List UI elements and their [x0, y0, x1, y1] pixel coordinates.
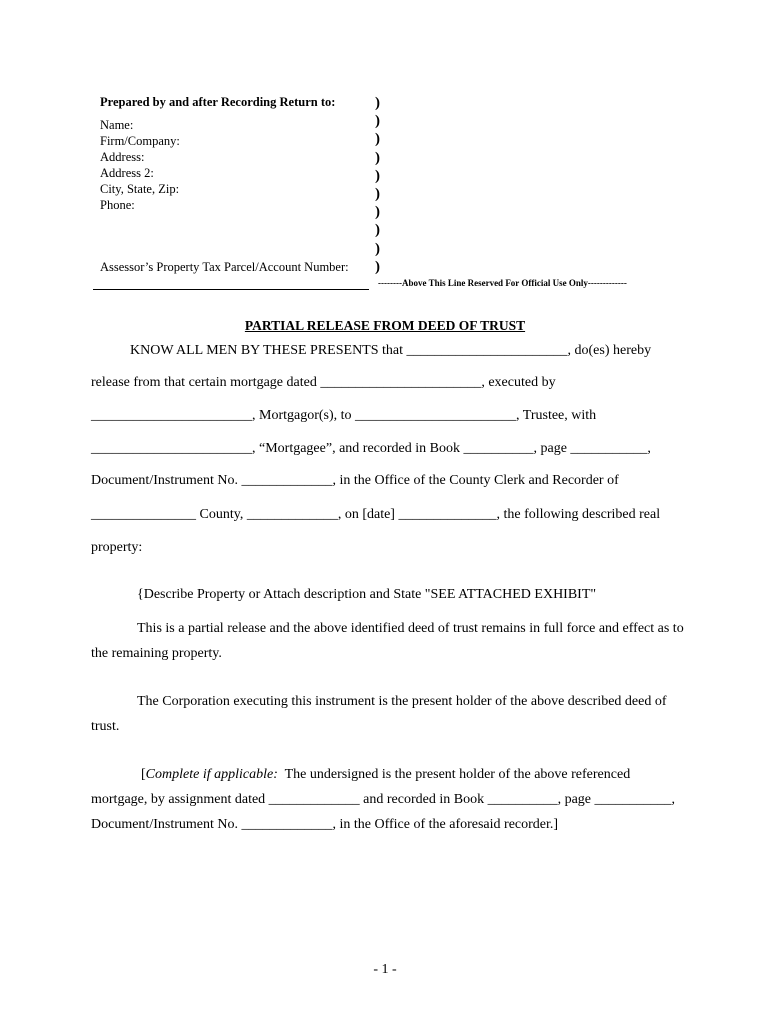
body-line-4: _______________________, “Mortgagee”, and recorded in Book __________, page ___________, — [91, 441, 651, 456]
open-bracket: [ — [141, 767, 146, 782]
name-field: Name: — [100, 118, 134, 132]
partial-release-line-1: This is a partial release and the above identified deed of trust remains in full force and effect as to — [137, 621, 684, 636]
body-line-5: Document/Instrument No. _____________, in the Office of the County Clerk and Recorder of — [91, 473, 619, 488]
phone-field: Phone: — [100, 198, 135, 212]
body-line-6: _______________ County, _____________, on [date] ______________, the following described real — [91, 507, 661, 522]
firm-company-field: Firm/Company: — [100, 134, 180, 148]
complete-if-applicable-line-3: Document/Instrument No. _____________, in the Office of the aforesaid recorder.] — [91, 817, 559, 832]
page-number: - 1 - — [373, 962, 397, 977]
body-line-7: property: — [91, 540, 143, 555]
address-field: Address: — [100, 150, 145, 164]
corporation-line-2: trust. — [91, 719, 120, 734]
official-use-notice: --------Above This Line Reserved For Official Use Only------------- — [378, 278, 627, 288]
partial-release-line-2: the remaining property. — [91, 646, 222, 661]
city-state-zip-field: City, State, Zip: — [100, 182, 180, 196]
describe-property-instruction: {Describe Property or Attach description and State "SEE ATTACHED EXHIBIT" — [137, 587, 597, 602]
complete-if-applicable-line-1 — [141, 767, 630, 783]
corporation-line-1: The Corporation executing this instrument is the present holder of the above described deed of — [137, 694, 667, 709]
body-line-1: KNOW ALL MEN BY THESE PRESENTS that _______________________, do(es) hereby — [130, 343, 652, 358]
complete-if-applicable-label: Complete if applicable: — [145, 767, 278, 782]
body-line-3: _______________________, Mortgagor(s), to _______________________, Trustee, with — [91, 408, 597, 423]
return-to-label: Prepared by and after Recording Return to: — [100, 95, 336, 109]
body-line-2: release from that certain mortgage dated _______________________, executed by — [91, 375, 556, 390]
complete-if-applicable-text: The undersigned is the present holder of the above referenced — [277, 767, 631, 782]
complete-if-applicable-line-2: mortgage, by assignment dated _____________ and recorded in Book __________, page ___________, — [91, 792, 676, 807]
bracket-column: ) ) ) ) ) ) ) ) ) ) — [375, 95, 380, 275]
parcel-number-label: Assessor’s Property Tax Parcel/Account Number: — [100, 260, 349, 274]
address-2-field: Address 2: — [100, 166, 154, 180]
parcel-signature-line — [93, 289, 369, 290]
document-title: PARTIAL RELEASE FROM DEED OF TRUST — [244, 318, 526, 333]
